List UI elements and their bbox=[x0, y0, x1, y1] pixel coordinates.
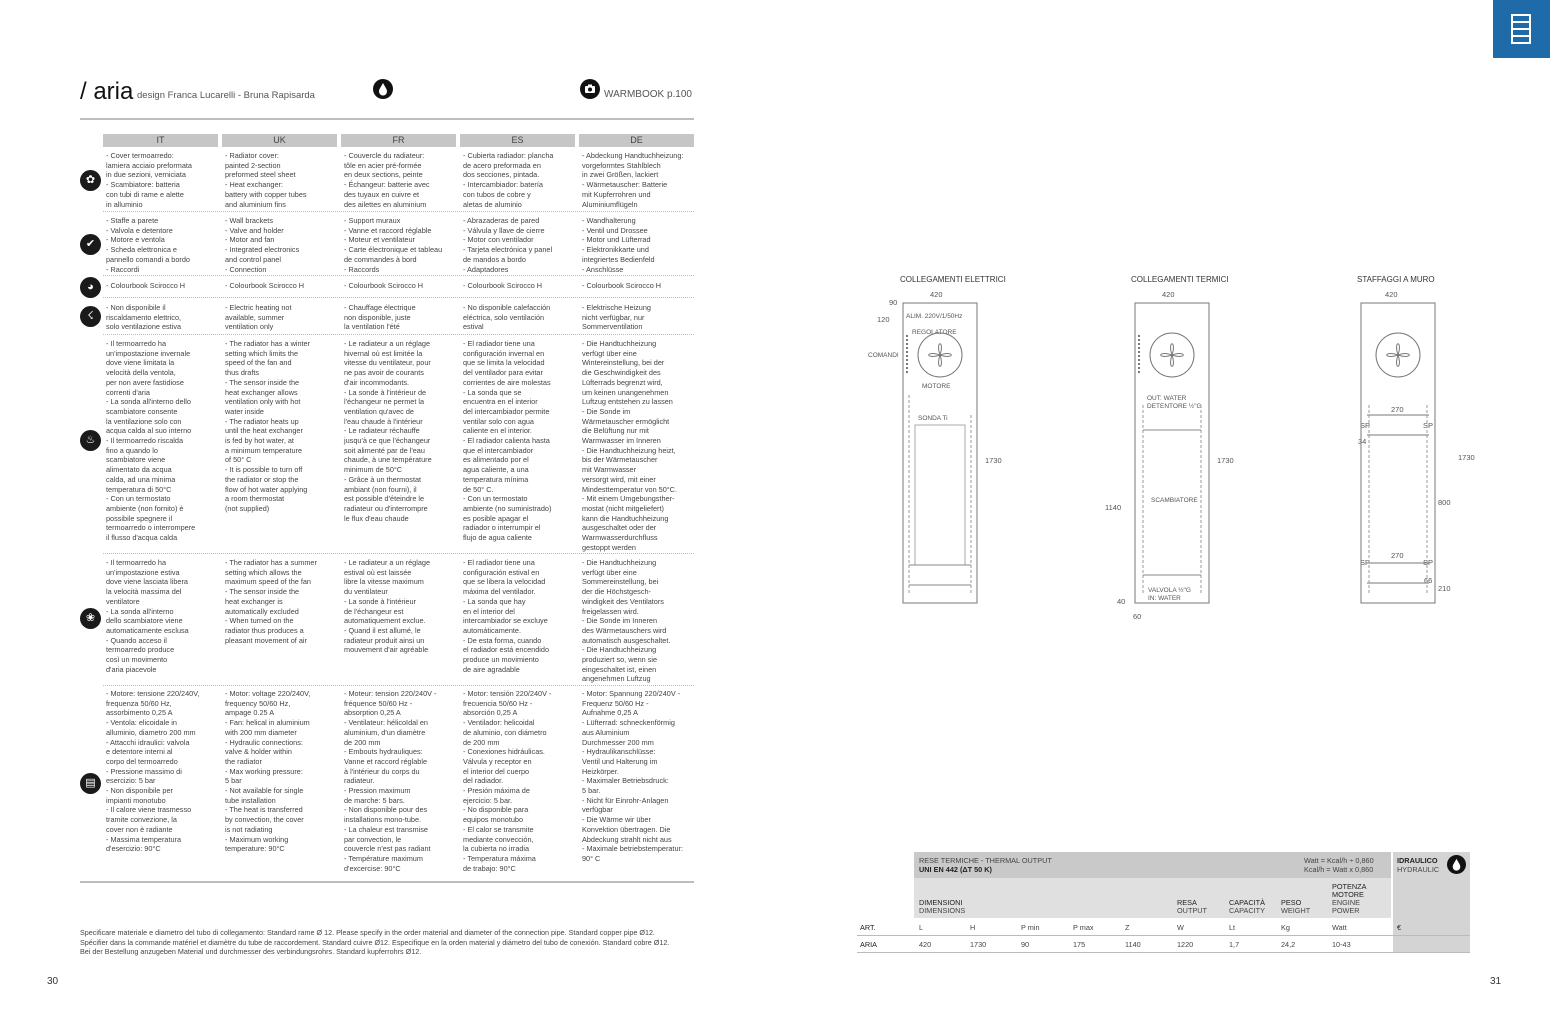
row-cell: - Colourbook Scirocco H bbox=[344, 281, 424, 290]
lang-header-it: IT bbox=[103, 134, 218, 147]
col-pmax: P max bbox=[1073, 923, 1094, 932]
cell-watt: 10-43 bbox=[1332, 940, 1351, 949]
cell-kg: 24,2 bbox=[1281, 940, 1296, 949]
radiator-section-icon bbox=[1493, 0, 1550, 58]
row-divider bbox=[103, 275, 694, 276]
dim-800: 800 bbox=[1438, 498, 1451, 507]
cover-icon: ✿ bbox=[80, 170, 101, 191]
table-row bbox=[857, 937, 1470, 953]
label-motor: MOTORE bbox=[922, 383, 951, 390]
water-drop-icon bbox=[1447, 855, 1466, 874]
row-cell: - Couvercle du radiateur: tôle en acier pré-formée en deux sections, peinte - Échangeur: batterie avec des tuyaux en cuivre et des ailettes en aluminium bbox=[344, 151, 430, 209]
row-cell: - Elektrische Heizung nicht verfügbar, nur Sommerventilation bbox=[582, 303, 651, 332]
col-kg: Kg bbox=[1281, 923, 1290, 932]
row-cell: - Motor: tensión 220/240V - frecuencia 50/60 Hz - absorción 0,25 A - Ventilador: helicoidal de aluminio, con diámetro de 200 mm - Conexiones hidráulicas. Válvula y receptor en el interior del cuerpo del radiador. - Presión máxima de ejercicio: 5 bar. - No disponible para equipos monotubo - El calor se transmite mediante convección, la cubierta no irradia - Temperatura máxima de trabajo: 90°C bbox=[463, 689, 552, 873]
dim-width: 420 bbox=[1385, 290, 1398, 299]
lang-header-fr: FR bbox=[341, 134, 456, 147]
col-resa: RESA bbox=[1177, 898, 1197, 907]
dim-height: 1730 bbox=[1217, 456, 1234, 465]
cell-art: ARIA bbox=[860, 940, 878, 949]
row-cell: - Radiator cover: painted 2-section preformed steel sheet - Heat exchanger: battery with copper tubes and aluminium fins bbox=[225, 151, 307, 209]
col-euro: € bbox=[1397, 923, 1402, 932]
electric-connections-drawing bbox=[895, 295, 985, 610]
col-z: Z bbox=[1125, 923, 1130, 932]
row-cell: - El radiador tiene una configuración estival en que se libera la velocidad máxima del ventilador. - La sonda que hay en el interior del intercambiador se excluye automáticamente. - De esta forma, cuando el radiador está encendido produce un movimiento de aire agradable bbox=[463, 558, 550, 674]
conversion-2: Kcal/h = Watt x 0,860 bbox=[1304, 865, 1374, 874]
col-art: ART. bbox=[860, 923, 876, 932]
col-group-dimensioni: DIMENSIONI bbox=[919, 898, 963, 907]
dim-66: 66 bbox=[1424, 576, 1433, 585]
row-cell: - Electric heating not available, summer ventilation only bbox=[225, 303, 292, 332]
cell-pmin: 90 bbox=[1021, 940, 1030, 949]
label-probe: SONDA Ti bbox=[918, 415, 948, 422]
footnote: Specificare materiale e diametro del tubo di collegamento: Standard rame Ø 12. Please specify in the order material and diameter of the connection pipe. Standard copper pipe Ø12. Spécifier dans la commande matériel et diamètre du tube de raccordement. Standard cuivre Ø12. Especifique en la orden material y diámetro del tubo de conexión. Standard cobre Ø12. Bei der Bestellung anzugeben Material und durchmesser des verbindungsrohrs. Standard kupferrohrs Ø12. bbox=[80, 928, 670, 957]
row-cell: - Motor: Spannung 220/240V - Frequenz 50/60 Hz - Aufnahme 0,25 A - Lüfterrad: schneckenförmig aus Aluminium Durchmesser 200 mm - Hydraulikanschlüsse: Ventil und Halterung im Heizkörper. - Maximaler Betriebsdruck: 5 bar. - Nicht für Einrohr-Anlagen verfügbar - Die Wärme wir über Konvektion übertragen. Die Abdeckung strahlt nicht aus - Maximale betriebstemperatur: 90° C bbox=[582, 689, 683, 863]
row-cell: - Abrazaderas de pared - Válvula y llave de cierre - Motor con ventilador - Tarjeta electrónica y panel de mandos a bordo - Adaptadores bbox=[463, 216, 553, 274]
dim-1140: 1140 bbox=[1105, 503, 1122, 512]
label-out-water: OUT: WATER DETENTORE ½"G bbox=[1147, 395, 1202, 410]
table-subheader bbox=[914, 878, 1391, 918]
row-cell: - The radiator has a summer setting which allows the maximum speed of the fan - The sensor inside the heat exchanger is automatically excluded - When turned on the radiator thus produces a pleasant movement of air bbox=[225, 558, 317, 645]
lang-header-uk: UK bbox=[222, 134, 337, 147]
label-controls: COMANDI bbox=[868, 352, 899, 359]
warmbook-reference[interactable]: WARMBOOK p.100 bbox=[604, 89, 692, 100]
page-number-left: 30 bbox=[47, 976, 59, 987]
dim-210: 210 bbox=[1438, 584, 1451, 593]
label-exchanger: SCAMBIATORE bbox=[1151, 497, 1198, 504]
label-regulator: REGOLATORE bbox=[912, 329, 957, 336]
thermal-connections-drawing bbox=[1127, 295, 1217, 610]
col-group-dimensions: DIMENSIONS bbox=[919, 906, 966, 915]
winter-heating-icon: ♨ bbox=[80, 430, 101, 451]
dim-60: 60 bbox=[1133, 612, 1142, 621]
dim-270-top: 270 bbox=[1391, 405, 1404, 414]
row-divider bbox=[103, 297, 694, 298]
row-cell: - Wall brackets - Valve and holder - Motor and fan - Integrated electronics and control panel - Connection bbox=[225, 216, 300, 274]
row-cell: - Il termoarredo ha un'impostazione estiva dove viene lasciata libera la velocità massima del ventilatore - La sonda all'interno dello scambiatore viene automaticamente esclusa - Quando acceso il termoarredo produce così un movimento d'aria piacevole bbox=[106, 558, 189, 674]
dim-270-bottom: 270 bbox=[1391, 551, 1404, 560]
wall-mounting-drawing bbox=[1353, 295, 1443, 610]
table-title-2: UNI EN 442 (ΔT 50 K) bbox=[919, 865, 992, 874]
label-in-water: VALVOLA ½"G IN: WATER bbox=[1148, 587, 1191, 602]
water-drop-icon bbox=[373, 79, 393, 99]
sp-label: SP bbox=[1423, 421, 1434, 430]
dim-width: 420 bbox=[1162, 290, 1175, 299]
col-capacity: CAPACITY bbox=[1229, 906, 1265, 915]
col-peso: PESO bbox=[1281, 898, 1302, 907]
color-palette-icon: ◕ bbox=[80, 277, 101, 298]
dim-120: 120 bbox=[877, 315, 890, 324]
row-cell: - Motore: tensione 220/240V, frequenza 50/60 Hz, assorbimento 0,25 A - Ventola: elicoidale in alluminio, diametro 200 mm - Attacchi idraulici: valvola e detentore interni al corpo del termoarredo - Pressione massimo di esercizio: 5 bar - Non disponibile per impianti monotubo - Il calore viene trasmesso tramite convezione, la cover non è radiante - Massima temperatura d'esercizio: 90°C bbox=[106, 689, 200, 854]
row-cell: - The radiator has a winter setting which limits the speed of the fan and thus drafts - The sensor inside the heat exchanger allows ventilation only with hot water inside - The radiator heats up until the heat exchanger is fed by hot water, at a minimum temperature of 50° C - It is possible to turn off the radiator or stop the flow of hot water applying a room thermostat (not supplied) bbox=[225, 339, 311, 513]
col-capacita: CAPACITÀ bbox=[1229, 898, 1265, 907]
sp-label: SP bbox=[1360, 558, 1371, 567]
row-cell: - No disponible calefacción eléctrica, solo ventilación estival bbox=[463, 303, 551, 332]
row-divider bbox=[103, 553, 694, 554]
dim-width: 420 bbox=[930, 290, 943, 299]
dim-90: 90 bbox=[889, 298, 898, 307]
col-h: H bbox=[970, 923, 976, 932]
header-rule bbox=[80, 118, 694, 120]
row-divider bbox=[103, 334, 694, 335]
row-cell: - Le radiateur a un réglage hivernal où est limitée la vitesse du ventilateur, pour ne pas avoir de courants d'air incommodants. - La sonde à l'intérieur de l'échangeur ne permet la ventilation qu'avec de l'eau chaude à l'intérieur - Le radiateur réchauffe jusqu'à ce que l'échangeur soit alimenté par de l'eau chaude, à une température minimum de 50°C - Grâce à un thermostat ambiant (non fourni), il est possible d'éteindre le radiateur ou d'interrompre le flux d'eau chaude bbox=[344, 339, 432, 523]
row-cell: - Chauffage électrique non disponible, juste la ventilation l'été bbox=[344, 303, 416, 332]
electric-only-icon: ☇ bbox=[80, 306, 101, 327]
row-cell: - El radiador tiene una configuración invernal en que se limita la velocidad del ventilador para evitar corrientes de aire molestas - La sonda que se encuentra en el interior del intercambiador permite ventilar solo con agua caliente en el interior. - El radiador calienta hasta que el intercambiador es alimentado por el agua caliente, a una temperatura mínima de 50° C. - Con un termostato ambiente (no suministrado) es posible apagar el radiador o interrumpir el flujo de agua caliente bbox=[463, 339, 552, 543]
row-cell: - Colourbook Scirocco H bbox=[225, 281, 305, 290]
summer-fan-icon: ❀ bbox=[80, 608, 101, 629]
row-cell: - Non disponibile il riscaldamento elettrico, solo ventilazione estiva bbox=[106, 303, 182, 332]
designer-credit: design Franca Lucarelli - Bruna Rapisarda bbox=[137, 90, 315, 101]
page-number-right: 31 bbox=[1490, 976, 1502, 987]
row-cell: - Le radiateur a un réglage estival où est laissée libre la vitesse maximum du ventilateur - La sonde à l'intérieur de l'échangeur est automatiquement exclue. - Quand il est allumé, le radiateur produit ainsi un mouvement d'air agréable bbox=[344, 558, 430, 655]
col-output: OUTPUT bbox=[1177, 906, 1207, 915]
label-power: ALIM. 220V/1/50Hz bbox=[906, 313, 963, 320]
col-motore: MOTORE bbox=[1332, 890, 1364, 899]
table-title-1: RESE TERMICHE - THERMAL OUTPUT bbox=[919, 856, 1052, 865]
row-cell: - Die Handtuchheizung verfügt über eine Wintereinstellung, bei der die Geschwindigkeit des Lüfterrads begrenzt wird, um keinen unangenehmen Luftzug entstehen zu lassen - Die Sonde im Wärmetauscher ermöglicht die Belüftung nur mit Warmwasser im Inneren - Die Handtuchheizung heizt, bis der Wärmetauscher mit Warmwasser versorgt wird, mit einer Mindesttemperatur von 50°C. - Mit einem Umgebungsther- mostat (nicht mitgeliefert) kann die Handtuchheizung ausgeschaltet oder der Warmwasserdurchfluss gestoppt werden bbox=[582, 339, 677, 552]
cell-z: 1140 bbox=[1125, 940, 1141, 949]
row-cell: - Abdeckung Handtuchheizung: vorgeformtes Stahlblech in zwei Größen, lackiert - Wärmetauscher: Batterie mit Kupferrohren und Aluminiumflügeln bbox=[582, 151, 684, 209]
row-cell: - Colourbook Scirocco H bbox=[463, 281, 543, 290]
lang-header-es: ES bbox=[460, 134, 575, 147]
col-weight: WEIGHT bbox=[1281, 906, 1311, 915]
column-header-row bbox=[857, 918, 1470, 936]
cell-h: 1730 bbox=[970, 940, 987, 949]
hydraulic-label: HYDRAULIC bbox=[1397, 865, 1440, 874]
row-divider bbox=[103, 685, 694, 686]
col-l: L bbox=[919, 923, 924, 932]
row-cell: - Staffe a parete - Valvola e detentore - Motore e ventola - Scheda elettronica e pannello comandi a bordo - Raccordi bbox=[106, 216, 190, 274]
technical-data-icon: ▤ bbox=[80, 773, 101, 794]
diagram-title-thermal: COLLEGAMENTI TERMICI bbox=[1131, 275, 1229, 284]
dim-height: 1730 bbox=[1458, 453, 1475, 462]
dim-40: 40 bbox=[1117, 597, 1126, 606]
col-pmin: P min bbox=[1021, 923, 1040, 932]
row-divider bbox=[103, 211, 694, 212]
sp-label: SP bbox=[1360, 421, 1371, 430]
sp-label: SP bbox=[1423, 558, 1434, 567]
col-lt: Lt bbox=[1229, 923, 1236, 932]
row-cell: - Die Handtuchheizung verfügt über eine Sommereinstellung, bei der die Höchstgesch- windigkeit des Ventilators freigelassen wird. - Die Sonde im Inneren des Wärmetauschers wird automatisch ausgeschaltet. - Die Handtuchheizung produziert so, wenn sie eingeschaltet ist, einen angenehmen Luftzug bbox=[582, 558, 671, 684]
camera-icon bbox=[580, 79, 600, 99]
cell-l: 420 bbox=[919, 940, 932, 949]
row-cell: - Motor: voltage 220/240V, frequency 50/60 Hz, ampage 0.25 A - Fan: helical in aluminium with 200 mm diameter - Hydraulic connections: valve & holder within the radiator - Max working pressure: 5 bar - Not available for single tube installation - The heat is transferred by convection, the cover is not radiating - Maximum working temperature: 90°C bbox=[225, 689, 311, 854]
conversion-1: Watt = Kcal/h ÷ 0,860 bbox=[1304, 856, 1374, 865]
section-tab bbox=[1493, 0, 1550, 58]
cell-pmax: 175 bbox=[1073, 940, 1086, 949]
col-power: POWER bbox=[1332, 906, 1360, 915]
col-watt: Watt bbox=[1332, 923, 1347, 932]
diagram-title-electric: COLLEGAMENTI ELETTRICI bbox=[900, 275, 1006, 284]
product-title: / aria bbox=[80, 78, 134, 105]
col-w: W bbox=[1177, 923, 1184, 932]
idraulico-label: IDRAULICO bbox=[1397, 856, 1438, 865]
row-cell: - Moteur: tension 220/240V - fréquence 50/60 Hz - absorption 0,25 A - Ventilateur: hélicoïdal en aluminium, d'un diamètre de 200 mm - Embouts hydrauliques: Vanne et raccord réglable à l'intérieur du corps du radiateur. - Pression maximum de marche: 5 bars. - Non disponible pour des installations mono-tube. - La chaleur est transmise par convection, le couvercle n'est pas radiant - Température maximum d'excercise: 90°C bbox=[344, 689, 437, 873]
checkmark-icon: ✔ bbox=[80, 234, 101, 255]
row-cell: - Il termoarredo ha un'impostazione invernale dove viene limitata la velocità della ventola, per non avere fastidiose correnti d'aria - La sonda all'interno dello scambiatore consente la ventilazione solo con acqua calda al suo interno - Il termoarredo riscalda fino a quando lo scambiatore viene alimentato da acqua calda, ad una minima temperatura di 50°C - Con un termostato ambiente (non fornito) è possibile spegnere il termoarredo o interrompere il flusso d'acqua calda bbox=[106, 339, 196, 543]
dim-34: 34 bbox=[1358, 437, 1367, 446]
col-potenza: POTENZA bbox=[1332, 882, 1367, 891]
row-cell: - Cover termoarredo: lamiera acciaio preformata in due sezioni, verniciata - Scambiatore: batteria con tubi di rame e alette in alluminio bbox=[106, 151, 192, 209]
row-cell: - Colourbook Scirocco H bbox=[106, 281, 186, 290]
cell-w: 1220 bbox=[1177, 940, 1194, 949]
col-engine: ENGINE bbox=[1332, 898, 1360, 907]
row-cell: - Wandhalterung - Ventil und Drossee - Motor und Lüfterrad - Elektronikkarte und integriertes Bedienfeld - Anschlüsse bbox=[582, 216, 655, 274]
row-cell: - Colourbook Scirocco H bbox=[582, 281, 662, 290]
row-cell: - Cubierta radiador: plancha de acero preformada en dos secciones, pintada. - Intercambiador: batería con tubos de cobre y aletas de aluminio bbox=[463, 151, 554, 209]
lang-header-de: DE bbox=[579, 134, 694, 147]
row-cell: - Support muraux - Vanne et raccord réglable - Moteur et ventilateur - Carte électronique et tableau de commandes à bord - Raccords bbox=[344, 216, 443, 274]
diagram-title-wall: STAFFAGGI A MURO bbox=[1357, 275, 1435, 284]
bottom-rule bbox=[80, 881, 694, 883]
dim-height: 1730 bbox=[985, 456, 1002, 465]
cell-lt: 1,7 bbox=[1229, 940, 1240, 949]
